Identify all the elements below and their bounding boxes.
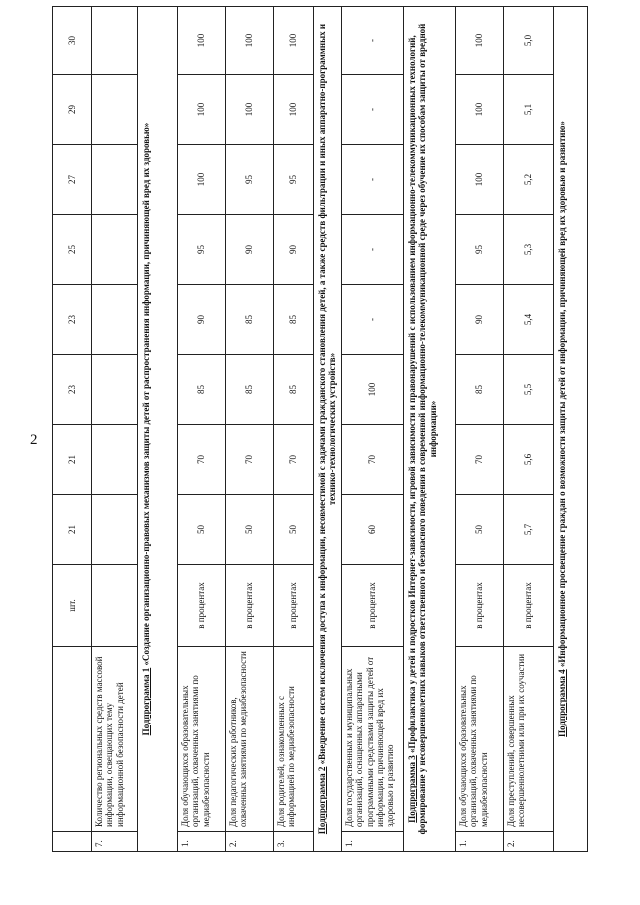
value-cell: - bbox=[342, 215, 404, 285]
value-cell: 100 bbox=[456, 7, 504, 75]
value-cell bbox=[92, 495, 138, 565]
indicator-name: Доля преступлений, совершенных несовершеннолетними или при их соучастии bbox=[504, 647, 554, 832]
value-cell: 5,2 bbox=[504, 145, 554, 215]
section-label: Подпрограмма 3 bbox=[407, 755, 417, 823]
unit-cell: в процентах bbox=[456, 565, 504, 647]
value-cell: - bbox=[342, 285, 404, 355]
value-cell: 90 bbox=[274, 215, 314, 285]
value-cell: 85 bbox=[456, 355, 504, 425]
row-number: 3. bbox=[274, 832, 314, 852]
column-header: 21 bbox=[53, 495, 92, 565]
value-cell: 5,5 bbox=[504, 355, 554, 425]
value-cell: 85 bbox=[226, 285, 274, 355]
section-title: «Создание организационно-правовых механизмов защиты детей от распространения информации, причиняющей вред их здоровью» bbox=[141, 122, 151, 666]
value-cell bbox=[92, 145, 138, 215]
value-cell: 100 bbox=[456, 75, 504, 145]
row-number: 2. bbox=[226, 832, 274, 852]
value-cell: 60 bbox=[342, 495, 404, 565]
row-number: 1. bbox=[342, 832, 404, 852]
unit-cell bbox=[92, 565, 138, 647]
value-cell: 95 bbox=[178, 215, 226, 285]
section-heading bbox=[138, 7, 178, 852]
indicator-name: Доля педагогических работников, охваченных занятиями по медиабезопасности bbox=[226, 647, 274, 832]
value-cell: 50 bbox=[226, 495, 274, 565]
section-title: «Профилактика у детей и подростков Интернет-зависимости, игровой зависимости и правонарушений с использованием информационно-телекоммуникационных технологий, формирование у несовершеннолетних навыков ответственного и безопасного поведения в современной информационно-телекоммуникационной среде через обучение их способам защиты от вредной информации» bbox=[407, 23, 438, 835]
section-row bbox=[314, 7, 342, 852]
value-cell bbox=[92, 215, 138, 285]
value-cell: 5,4 bbox=[504, 285, 554, 355]
value-cell bbox=[92, 285, 138, 355]
column-header: 27 bbox=[53, 145, 92, 215]
section-heading bbox=[314, 7, 342, 852]
indicator-name: Доля государственных и муниципальных организаций, оснащенных аппаратными программными средствами защиты детей от информации, причиняющей вред их здоровью и развитию bbox=[342, 647, 404, 832]
table-row bbox=[226, 7, 274, 852]
table-row bbox=[504, 7, 554, 852]
value-cell: 90 bbox=[178, 285, 226, 355]
unit-cell: в процентах bbox=[342, 565, 404, 647]
indicators-table bbox=[52, 6, 588, 852]
section-label: Подпрограмма 1 bbox=[141, 667, 151, 736]
value-cell: 70 bbox=[456, 425, 504, 495]
value-cell: 5,1 bbox=[504, 75, 554, 145]
value-cell: 95 bbox=[226, 145, 274, 215]
value-cell bbox=[92, 425, 138, 495]
value-cell: 70 bbox=[226, 425, 274, 495]
unit-cell: в процентах bbox=[178, 565, 226, 647]
value-cell: 100 bbox=[178, 145, 226, 215]
section-title: «Информационное просвещение граждан о возможности защиты детей от информации, причиняющей вред их здоровью и развитию» bbox=[557, 121, 567, 668]
indicator-name: Доля родителей, ознакомленных с информацией по медиабезопасности bbox=[274, 647, 314, 832]
value-cell: 85 bbox=[226, 355, 274, 425]
table-row bbox=[92, 7, 138, 852]
value-cell: 5,7 bbox=[504, 495, 554, 565]
value-cell: 90 bbox=[226, 215, 274, 285]
value-cell: - bbox=[342, 75, 404, 145]
value-cell: 5,0 bbox=[504, 7, 554, 75]
section-title: «Внедрение систем исключения доступа к информации, несовместимой с задачами гражданского становления детей, а также средств фильтрации и иных аппаратно-программных и технико-технологических устройств» bbox=[317, 23, 338, 765]
value-cell: 100 bbox=[274, 7, 314, 75]
column-header: 23 bbox=[53, 355, 92, 425]
unit-cell: в процентах bbox=[274, 565, 314, 647]
row-number: 2. bbox=[504, 832, 554, 852]
section-row bbox=[138, 7, 178, 852]
unit-cell: в процентах bbox=[226, 565, 274, 647]
table-row-header bbox=[53, 7, 92, 852]
value-cell bbox=[92, 7, 138, 75]
table-row bbox=[456, 7, 504, 852]
section-label: Подпрограмма 2 bbox=[317, 766, 327, 835]
section-heading bbox=[554, 7, 588, 852]
value-cell: 90 bbox=[456, 285, 504, 355]
section-row bbox=[404, 7, 456, 852]
unit-cell: в процентах bbox=[504, 565, 554, 647]
section-row bbox=[554, 7, 588, 852]
page-number: 2 bbox=[30, 432, 38, 448]
value-cell: - bbox=[342, 145, 404, 215]
indicator-name: Количество региональных средств массовой информации, освещающих тему информационной безопасности детей bbox=[92, 647, 138, 832]
section-heading bbox=[404, 7, 456, 852]
value-cell: 70 bbox=[274, 425, 314, 495]
value-cell: 70 bbox=[342, 425, 404, 495]
value-cell: 70 bbox=[178, 425, 226, 495]
value-cell: 85 bbox=[274, 355, 314, 425]
row-number: 7. bbox=[92, 832, 138, 852]
value-cell bbox=[92, 75, 138, 145]
value-cell: 50 bbox=[178, 495, 226, 565]
rotated-table-wrapper bbox=[52, 7, 567, 852]
value-cell: 5,6 bbox=[504, 425, 554, 495]
value-cell: 100 bbox=[178, 7, 226, 75]
value-cell: 50 bbox=[274, 495, 314, 565]
value-cell: 95 bbox=[456, 215, 504, 285]
value-cell bbox=[92, 355, 138, 425]
column-header: 21 bbox=[53, 425, 92, 495]
value-cell: 100 bbox=[274, 75, 314, 145]
value-cell: 5,3 bbox=[504, 215, 554, 285]
column-header bbox=[53, 832, 92, 852]
row-number: 1. bbox=[178, 832, 226, 852]
column-header: 23 bbox=[53, 285, 92, 355]
table-row bbox=[342, 7, 404, 852]
value-cell: 50 bbox=[456, 495, 504, 565]
column-header: 25 bbox=[53, 215, 92, 285]
row-number: 1. bbox=[456, 832, 504, 852]
value-cell: 95 bbox=[274, 145, 314, 215]
value-cell: 100 bbox=[178, 75, 226, 145]
indicator-name: Доля обучающихся образовательных организаций, охваченных занятиями по медиабезопасности bbox=[456, 647, 504, 832]
column-header: 30 bbox=[53, 7, 92, 75]
value-cell: 100 bbox=[342, 355, 404, 425]
value-cell: 100 bbox=[226, 75, 274, 145]
column-header bbox=[53, 647, 92, 832]
table-body bbox=[53, 7, 588, 852]
value-cell: 85 bbox=[178, 355, 226, 425]
value-cell: 85 bbox=[274, 285, 314, 355]
column-header: 29 bbox=[53, 75, 92, 145]
value-cell: 100 bbox=[456, 145, 504, 215]
table-row bbox=[274, 7, 314, 852]
value-cell: - bbox=[342, 7, 404, 75]
value-cell: 100 bbox=[226, 7, 274, 75]
column-header: шт. bbox=[53, 565, 92, 647]
table-row bbox=[178, 7, 226, 852]
indicator-name: Доля обучающихся образовательных организаций, охваченных занятиями по медиабезопасности bbox=[178, 647, 226, 832]
section-label: Подпрограмма 4 bbox=[557, 669, 567, 737]
